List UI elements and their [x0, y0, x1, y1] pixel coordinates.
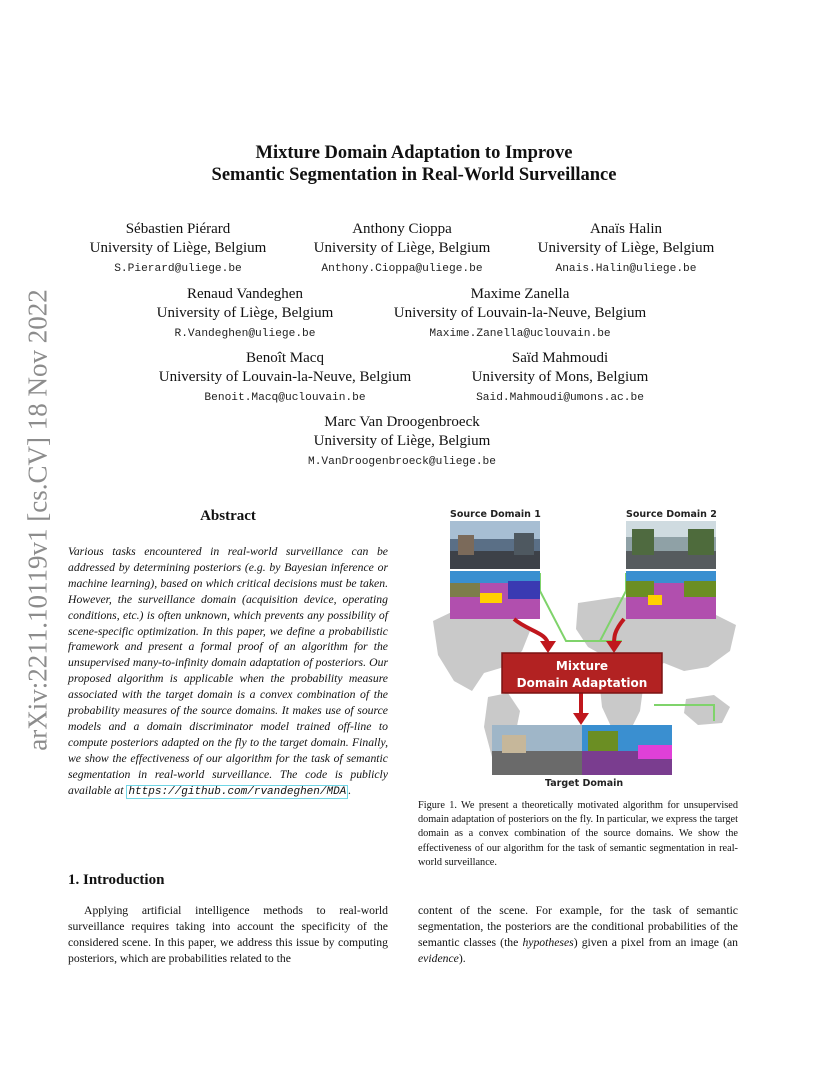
intro-text: ) given a pixel from an image (an — [573, 936, 738, 949]
abstract-text: Various tasks encountered in real-world surveillance can be addressed by determining posteriors (e.g. by Bayesian inference or machine learning), based on which critical decisions must be taken. However, the surveillance domain (acquisition device, operating conditions, etc.) is often unknown, which prevents any possibility of scene-specific optimization. In this paper, we define a probabilistic framework and present a formal proof of an algorithm for the unsupervised many-to-infinity domain adaptation of posteriors. Our proposed algorithm is applicable when the probability measure associated with the target domain is a convex combination of the probability measures of the source domains. It makes use of source models and a domain discriminator model trained off-line to compute posteriors adapted on the fly to the target domain. Finally, we show the effectiveness of our algorithm for the task of semantic segmentation in real-world surveillance. The code is publicly available at — [68, 545, 388, 797]
author-block — [538, 220, 715, 280]
author-name: Anaïs Halin — [589, 221, 663, 237]
target-domain-images — [492, 725, 672, 775]
author-name: Saïd Mahmoudi — [511, 350, 609, 366]
target-domain-label: Target Domain — [545, 778, 624, 789]
author-block — [90, 220, 267, 280]
source-domain-1-images — [450, 521, 540, 619]
box-line-1: Mixture — [555, 659, 609, 673]
author-block — [157, 285, 334, 345]
author-email[interactable]: Said.Mahmoudi@umons.ac.be — [476, 392, 644, 404]
author-name: Anthony Cioppa — [352, 221, 452, 237]
intro-text: content of the scene. For example, for the task of semantic segmentation, the posteriors are the conditional probabilities of the semantic classes (the — [418, 904, 738, 949]
abstract-body — [68, 544, 388, 801]
title-line-1: Mixture Domain Adaptation to Improve — [255, 143, 573, 163]
author-affiliation: University of Louvain-la-Neuve, Belgium — [393, 305, 647, 321]
title-line-2: Semantic Segmentation in Real-World Surveillance — [211, 165, 617, 185]
intro-emphasis: evidence — [418, 952, 459, 965]
author-affiliation: University of Liège, Belgium — [89, 240, 267, 256]
author-email[interactable]: Anthony.Cioppa@uliege.be — [321, 263, 483, 275]
author-name: Sébastien Piérard — [125, 221, 231, 237]
author-affiliation: University of Liège, Belgium — [156, 305, 334, 321]
intro-emphasis: hypotheses — [522, 936, 574, 949]
author-affiliation: University of Louvain-la-Neuve, Belgium — [158, 369, 412, 385]
author-block — [472, 349, 649, 409]
author-email[interactable]: M.VanDroogenbroeck@uliege.be — [308, 456, 496, 468]
author-name: Benoît Macq — [246, 350, 324, 366]
abstract-end: . — [348, 783, 352, 797]
mixture-domain-adaptation-box — [502, 653, 662, 693]
figure-caption: Figure 1. We present a theoretically motivated algorithm for unsupervised domain adaptation of posteriors on the fly. In particular, we express the target domain as a convex combination of the source domains. We show the effectiveness of our algorithm for the task of semantic segmentation in real-world surveillance. — [418, 800, 738, 868]
intro-text: ). — [458, 952, 466, 965]
code-link[interactable]: https://github.com/rvandeghen/MDA — [128, 785, 347, 798]
author-affiliation: University of Mons, Belgium — [471, 369, 649, 385]
author-block — [159, 349, 411, 409]
author-affiliation: University of Liège, Belgium — [537, 240, 715, 256]
author-affiliation: University of Liège, Belgium — [313, 240, 491, 256]
introduction-left-column: Applying artificial intelligence methods to real-world surveillance requires taking into account the specificity of the considered scene. In this paper, we address this issue by computing posteriors, which are probabilities related to the — [68, 904, 388, 965]
author-email[interactable]: R.Vandeghen@uliege.be — [174, 328, 316, 340]
source-domain-2-label: Source Domain 2 — [626, 509, 717, 520]
box-line-2: Domain Adaptation — [516, 676, 648, 690]
source-domain-1-label: Source Domain 1 — [450, 509, 541, 520]
figure-1-diagram — [418, 521, 748, 786]
author-email[interactable]: Maxime.Zanella@uclouvain.be — [429, 328, 611, 340]
arxiv-identifier: arXiv:2211.10119v1 [cs.CV] 18 Nov 2022 — [22, 289, 53, 751]
author-name: Marc Van Droogenbroeck — [324, 414, 480, 430]
author-block — [394, 285, 646, 345]
author-email[interactable]: Anais.Halin@uliege.be — [555, 263, 697, 275]
introduction-right-column — [418, 903, 738, 967]
author-block — [314, 220, 491, 280]
author-email[interactable]: S.Pierard@uliege.be — [114, 263, 242, 275]
author-name: Maxime Zanella — [470, 286, 570, 302]
introduction-heading: 1. Introduction — [68, 872, 165, 888]
source-domain-2-images — [626, 521, 716, 619]
paper-title — [0, 142, 828, 186]
author-name: Renaud Vandeghen — [187, 286, 303, 302]
arxiv-sidebar — [18, 280, 58, 760]
abstract-heading: Abstract — [200, 508, 256, 524]
author-block — [308, 413, 496, 473]
author-affiliation: University of Liège, Belgium — [313, 433, 491, 449]
author-email[interactable]: Benoit.Macq@uclouvain.be — [204, 392, 366, 404]
